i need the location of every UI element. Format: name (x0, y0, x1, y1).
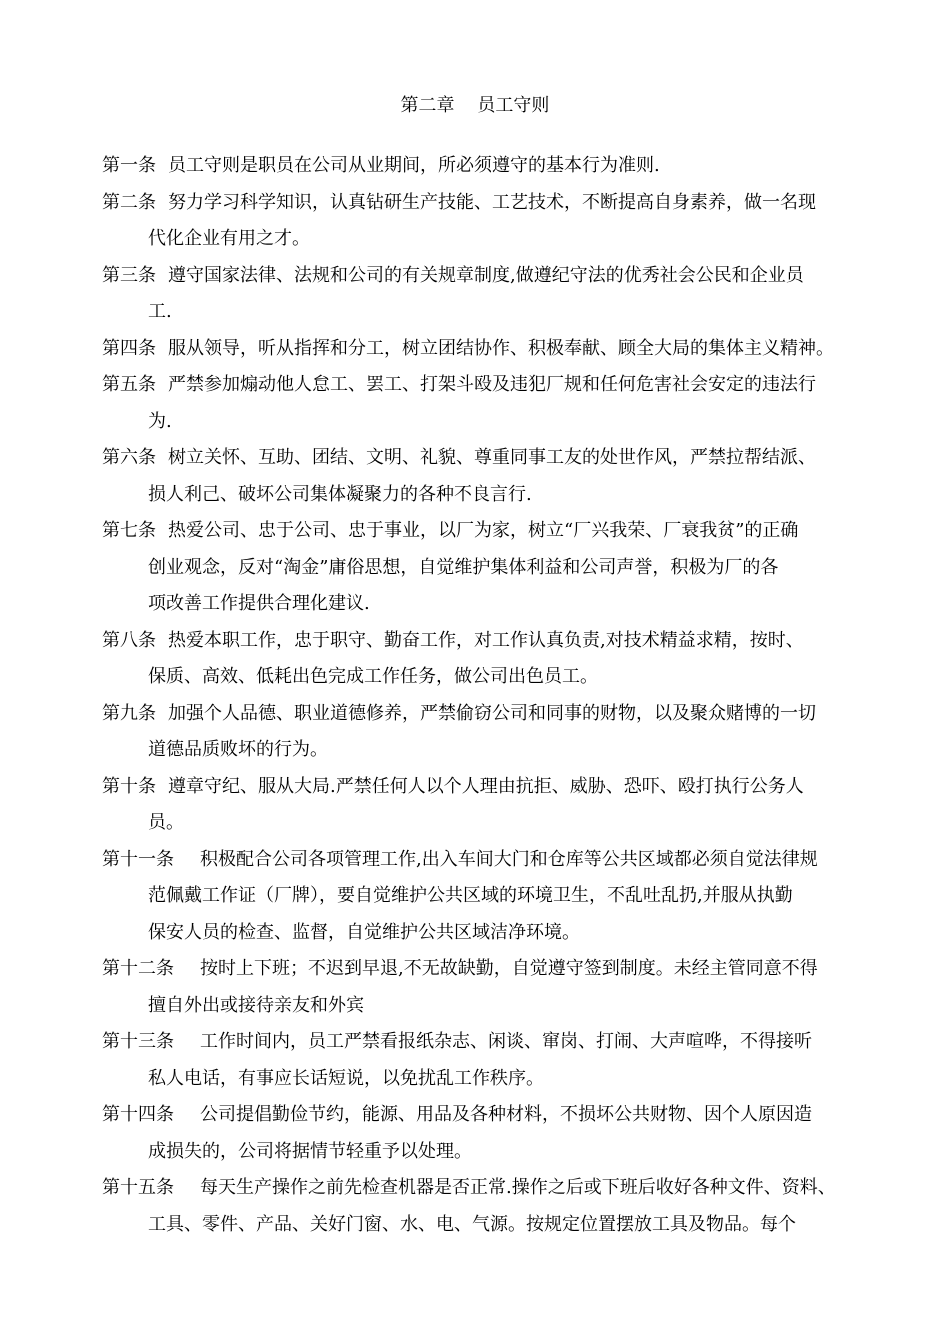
article-continuation-line: 私人电话，有事应长话短说，以免扰乱工作秩序。 (148, 1067, 544, 1089)
article-text: 努力学习科学知识，认真钻研生产技能、工艺技术，不断提高自身素养，做一名现 (168, 191, 816, 213)
article-first-line (102, 1024, 877, 1061)
article-text: 树立关怀、互助、团结、文明、礼貌、尊重同事工友的处世作风，严禁拉帮结派、 (168, 447, 816, 468)
article (102, 1170, 877, 1243)
article-text: 积极配合公司各项管理工作,出入车间大门和仓库等公共区域都必须自觉法律规 (200, 848, 818, 870)
article-text: 热爱公司、忠于公司、忠于事业，以厂为家，树立“厂兴我荣、厂衰我贫”的正确 (168, 520, 799, 541)
article (102, 258, 877, 331)
article-text: 服从领导，听从指挥和分工，树立团结协作、积极奉献、顾全大局的集体主义精神。 (168, 337, 834, 359)
article-text: 按时上下班；不迟到早退,不无故缺勤，自觉遵守签到制度。未经主管同意不得 (200, 958, 818, 979)
article-first-line (102, 258, 877, 295)
article-text: 严禁参加煽动他人怠工、罢工、打架斗殴及违犯厂规和任何危害社会安定的违法行 (168, 374, 816, 395)
article-label: 第十五条 (102, 1177, 174, 1198)
article-first-line (102, 513, 877, 550)
article (102, 623, 877, 696)
article-continuation-line: 道德品质败坏的行为。 (148, 739, 328, 760)
article-label: 第一条 (102, 155, 156, 176)
article-first-line (102, 367, 877, 404)
article-label: 第十一条 (102, 848, 174, 870)
article-continuation-line: 损人利己、破坏公司集体凝聚力的各种不良言行. (148, 483, 532, 505)
article-continuation-line: 工. (148, 301, 172, 322)
article-continuation-line: 成损失的，公司将据情节轻重予以处理。 (148, 1140, 472, 1162)
article-label: 第七条 (102, 520, 156, 541)
article (102, 769, 877, 842)
article (102, 1024, 877, 1097)
article (102, 842, 877, 952)
article-continuation-line: 范佩戴工作证（厂牌），要自觉维护公共区域的环境卫生，不乱吐乱扔,并服从执勤 (148, 885, 793, 906)
article-continuation-line: 保安人员的检查、监督，自觉维护公共区域洁净环境。 (148, 921, 580, 943)
article-text: 公司提倡勤俭节约，能源、用品及各种材料，不损坏公共财物、因个人原因造 (200, 1104, 812, 1125)
article-label: 第十三条 (102, 1031, 174, 1052)
article-label: 第十二条 (102, 958, 174, 979)
article (102, 185, 877, 258)
article (102, 367, 877, 440)
article (102, 951, 877, 1024)
article-label: 第五条 (102, 374, 156, 395)
article-text: 遵守国家法律、法规和公司的有关规章制度,做遵纪守法的优秀社会公民和企业员 (168, 264, 804, 286)
article-text: 每天生产操作之前先检查机器是否正常.操作之后或下班后收好各种文件、资料、 (200, 1177, 836, 1198)
article-first-line (102, 185, 877, 222)
article (102, 696, 877, 769)
article-text: 工作时间内，员工严禁看报纸杂志、闲谈、窜岗、打闹、大声喧哗，不得接听 (200, 1031, 812, 1052)
article-label: 第六条 (102, 447, 156, 468)
article-continuation-line: 员。 (148, 812, 184, 833)
article-continuation-line: 创业观念，反对“淘金”庸俗思想，自觉维护集体利益和公司声誉，积极为厂的各 (148, 556, 779, 578)
article-continuation-line: 项改善工作提供合理化建议. (148, 593, 370, 614)
article-first-line (102, 440, 877, 477)
article-first-line (102, 769, 877, 806)
article-text: 热爱本职工作，忠于职守、勤奋工作，对工作认真负责,对技术精益求精，按时、 (168, 629, 804, 651)
article-label: 第三条 (102, 264, 156, 286)
article-first-line (102, 951, 877, 988)
chapter-title: 第二章 员工守则 (400, 95, 550, 116)
article-first-line (102, 696, 877, 733)
article-first-line (102, 331, 877, 368)
article-first-line (102, 1170, 877, 1207)
article (102, 513, 877, 623)
article (102, 1097, 877, 1170)
article-list (102, 148, 877, 1243)
article-continuation-line: 保质、高效、低耗出色完成工作任务，做公司出色员工。 (148, 666, 598, 687)
article-continuation-line: 擅自外出或接待亲友和外宾 (148, 994, 364, 1016)
article (102, 440, 877, 513)
article-first-line (102, 623, 877, 660)
article-text: 加强个人品德、职业道德修养，严禁偷窃公司和同事的财物，以及聚众赌博的一切 (168, 702, 816, 724)
article-continuation-line: 代化企业有用之才。 (148, 228, 310, 249)
article (102, 148, 877, 185)
article-label: 第十四条 (102, 1104, 174, 1125)
article-first-line (102, 1097, 877, 1134)
article-label: 第二条 (102, 191, 156, 213)
article-text: 员工守则是职员在公司从业期间，所必须遵守的基本行为准则. (168, 155, 660, 176)
article-first-line (102, 842, 877, 879)
article-continuation-line: 工具、零件、产品、关好门窗、水、电、气源。按规定位置摆放工具及物品。每个 (148, 1213, 796, 1235)
article-text: 遵章守纪、服从大局.严禁任何人以个人理由抗拒、威胁、恐吓、殴打执行公务人 (168, 775, 804, 797)
article-label: 第八条 (102, 629, 156, 651)
article-label: 第四条 (102, 337, 156, 359)
article-continuation-line: 为. (148, 410, 172, 432)
article (102, 331, 877, 368)
article-first-line (102, 148, 877, 185)
article-label: 第九条 (102, 702, 156, 724)
article-label: 第十条 (102, 775, 156, 797)
